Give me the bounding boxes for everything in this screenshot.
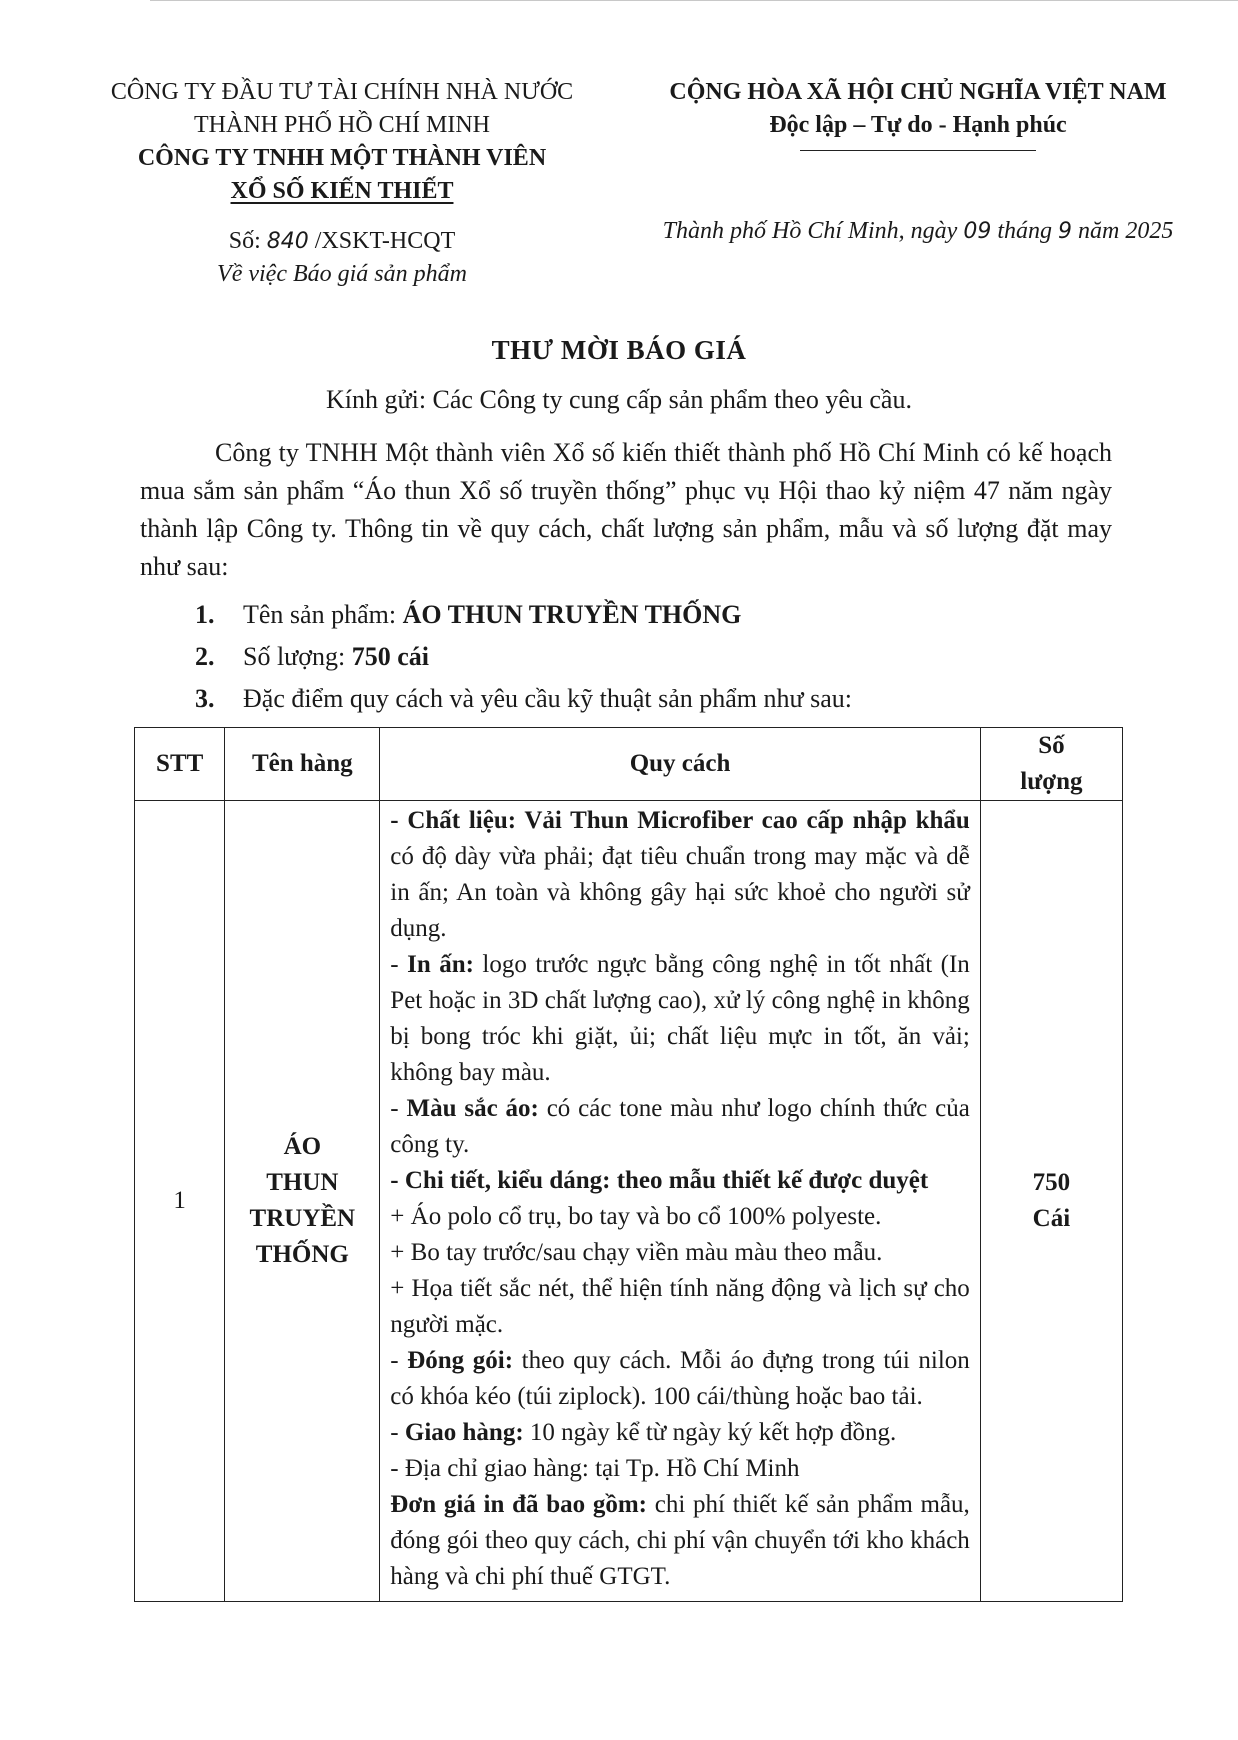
list-item: 3. Đặc điểm quy cách và yêu cầu kỹ thuật sản phẩm như sau: — [195, 684, 853, 713]
spec-giao-hang: - Giao hàng: 10 ngày kể từ ngày ký kết hợp đồng. — [390, 1419, 897, 1446]
handwritten-month: 9 — [1058, 219, 1072, 244]
header-so-luong: Số lượng — [980, 728, 1122, 801]
cell-quy-cach — [380, 801, 981, 1602]
header-stt: STT — [135, 728, 225, 801]
header-quy-cach: Quy cách — [380, 728, 981, 801]
spec-chi-tiet-2: + Bo tay trước/sau chạy viền màu màu theo mẫu. — [390, 1239, 883, 1266]
spec-chi-tiet-3: + Họa tiết sắc nét, thể hiện tính năng động và lịch sự cho người mặc. — [390, 1275, 970, 1338]
numbered-list — [195, 594, 1095, 720]
cell-ten-hang: ÁO THUN TRUYỀN THỐNG — [225, 801, 380, 1602]
document-title: THƯ MỜI BÁO GIÁ — [491, 335, 747, 365]
spec-dia-chi: - Địa chỉ giao hàng: tại Tp. Hồ Chí Minh — [390, 1455, 800, 1482]
spec-in-an: - In ấn: logo trước ngực bằng công nghệ in tốt nhất (In Pet hoặc in 3D chất lượng cao), xử lý công nghệ in không bị bong tróc khi giặt, ủi; chất liệu mực in tốt, ăn vải; không bay màu. — [390, 951, 970, 1086]
table-row — [135, 801, 1123, 1602]
national-motto-header — [618, 76, 1218, 151]
spec-mau-sac: - Màu sắc áo: có các tone màu như logo chính thức của công ty. — [390, 1095, 970, 1158]
issuer-parent-line2: THÀNH PHỐ HỒ CHÍ MINH — [194, 112, 490, 138]
table-header-row — [135, 728, 1123, 801]
document-subject: Về việc Báo giá sản phẩm — [217, 261, 467, 287]
country-name: CỘNG HÒA XÃ HỘI CHỦ NGHĨA VIỆT NAM — [669, 79, 1167, 105]
document-number: Số: 840 /XSKT-HCQT — [228, 228, 456, 254]
motto: Độc lập – Tự do - Hạnh phúc — [769, 112, 1067, 138]
spec-chat-lieu: - Chất liệu: Vải Thun Microfiber cao cấp nhập khẩu có độ dày vừa phải; đạt tiêu chuẩn trong may mặc và dễ in ấn; An toàn và không gây hại sức khoẻ cho người sử dụng. — [390, 807, 970, 942]
issuer-header — [92, 76, 592, 208]
cell-so-luong: 750 Cái — [980, 801, 1122, 1602]
handwritten-day: 09 — [963, 219, 992, 244]
spec-don-gia: Đơn giá in đã bao gồm: chi phí thiết kế sản phẩm mẫu, đóng gói theo quy cách, chi phí vận chuyển tới kho khách hàng và chi phí thuế GTGT. — [390, 1491, 970, 1590]
specification-table — [134, 727, 1123, 1602]
list-item: 2. Số lượng: 750 cái — [195, 642, 430, 671]
scan-top-edge — [150, 0, 1238, 1]
document-date: Thành phố Hồ Chí Minh, ngày 09 tháng 9 năm 2025 — [662, 218, 1174, 244]
recipient-line: Kính gửi: Các Công ty cung cấp sản phẩm theo yêu cầu. — [326, 385, 912, 414]
spec-chi-tiet: - Chi tiết, kiểu dáng: theo mẫu thiết kế được duyệt — [390, 1167, 929, 1194]
issuer-parent-line1: CÔNG TY ĐẦU TƯ TÀI CHÍNH NHÀ NƯỚC — [110, 79, 574, 105]
issuer-name-line1: CÔNG TY TNHH MỘT THÀNH VIÊN — [137, 145, 547, 171]
issuer-name-line2: XỔ SỐ KIẾN THIẾT — [230, 178, 454, 204]
motto-divider — [800, 150, 1036, 151]
list-item: 1. Tên sản phẩm: ÁO THUN TRUYỀN THỐNG — [195, 600, 742, 629]
intro-paragraph: Công ty TNHH Một thành viên Xổ số kiến thiết thành phố Hồ Chí Minh có kế hoạch mua sắm sản phẩm “Áo thun Xổ số truyền thống” phục vụ Hội thao kỷ niệm 47 năm ngày thành lập Công ty. Thông tin về quy cách, chất lượng sản phẩm, mẫu và số lượng đặt may như sau: — [140, 438, 1112, 581]
cell-stt: 1 — [135, 801, 225, 1602]
spec-chi-tiet-1: + Áo polo cổ trụ, bo tay và bo cổ 100% polyeste. — [390, 1203, 882, 1230]
header-ten-hang: Tên hàng — [225, 728, 380, 801]
spec-dong-goi: - Đóng gói: theo quy cách. Mỗi áo đựng trong túi nilon có khóa kéo (túi ziplock). 100 cái/thùng hoặc bao tải. — [390, 1347, 970, 1410]
handwritten-number: 840 — [266, 229, 309, 254]
